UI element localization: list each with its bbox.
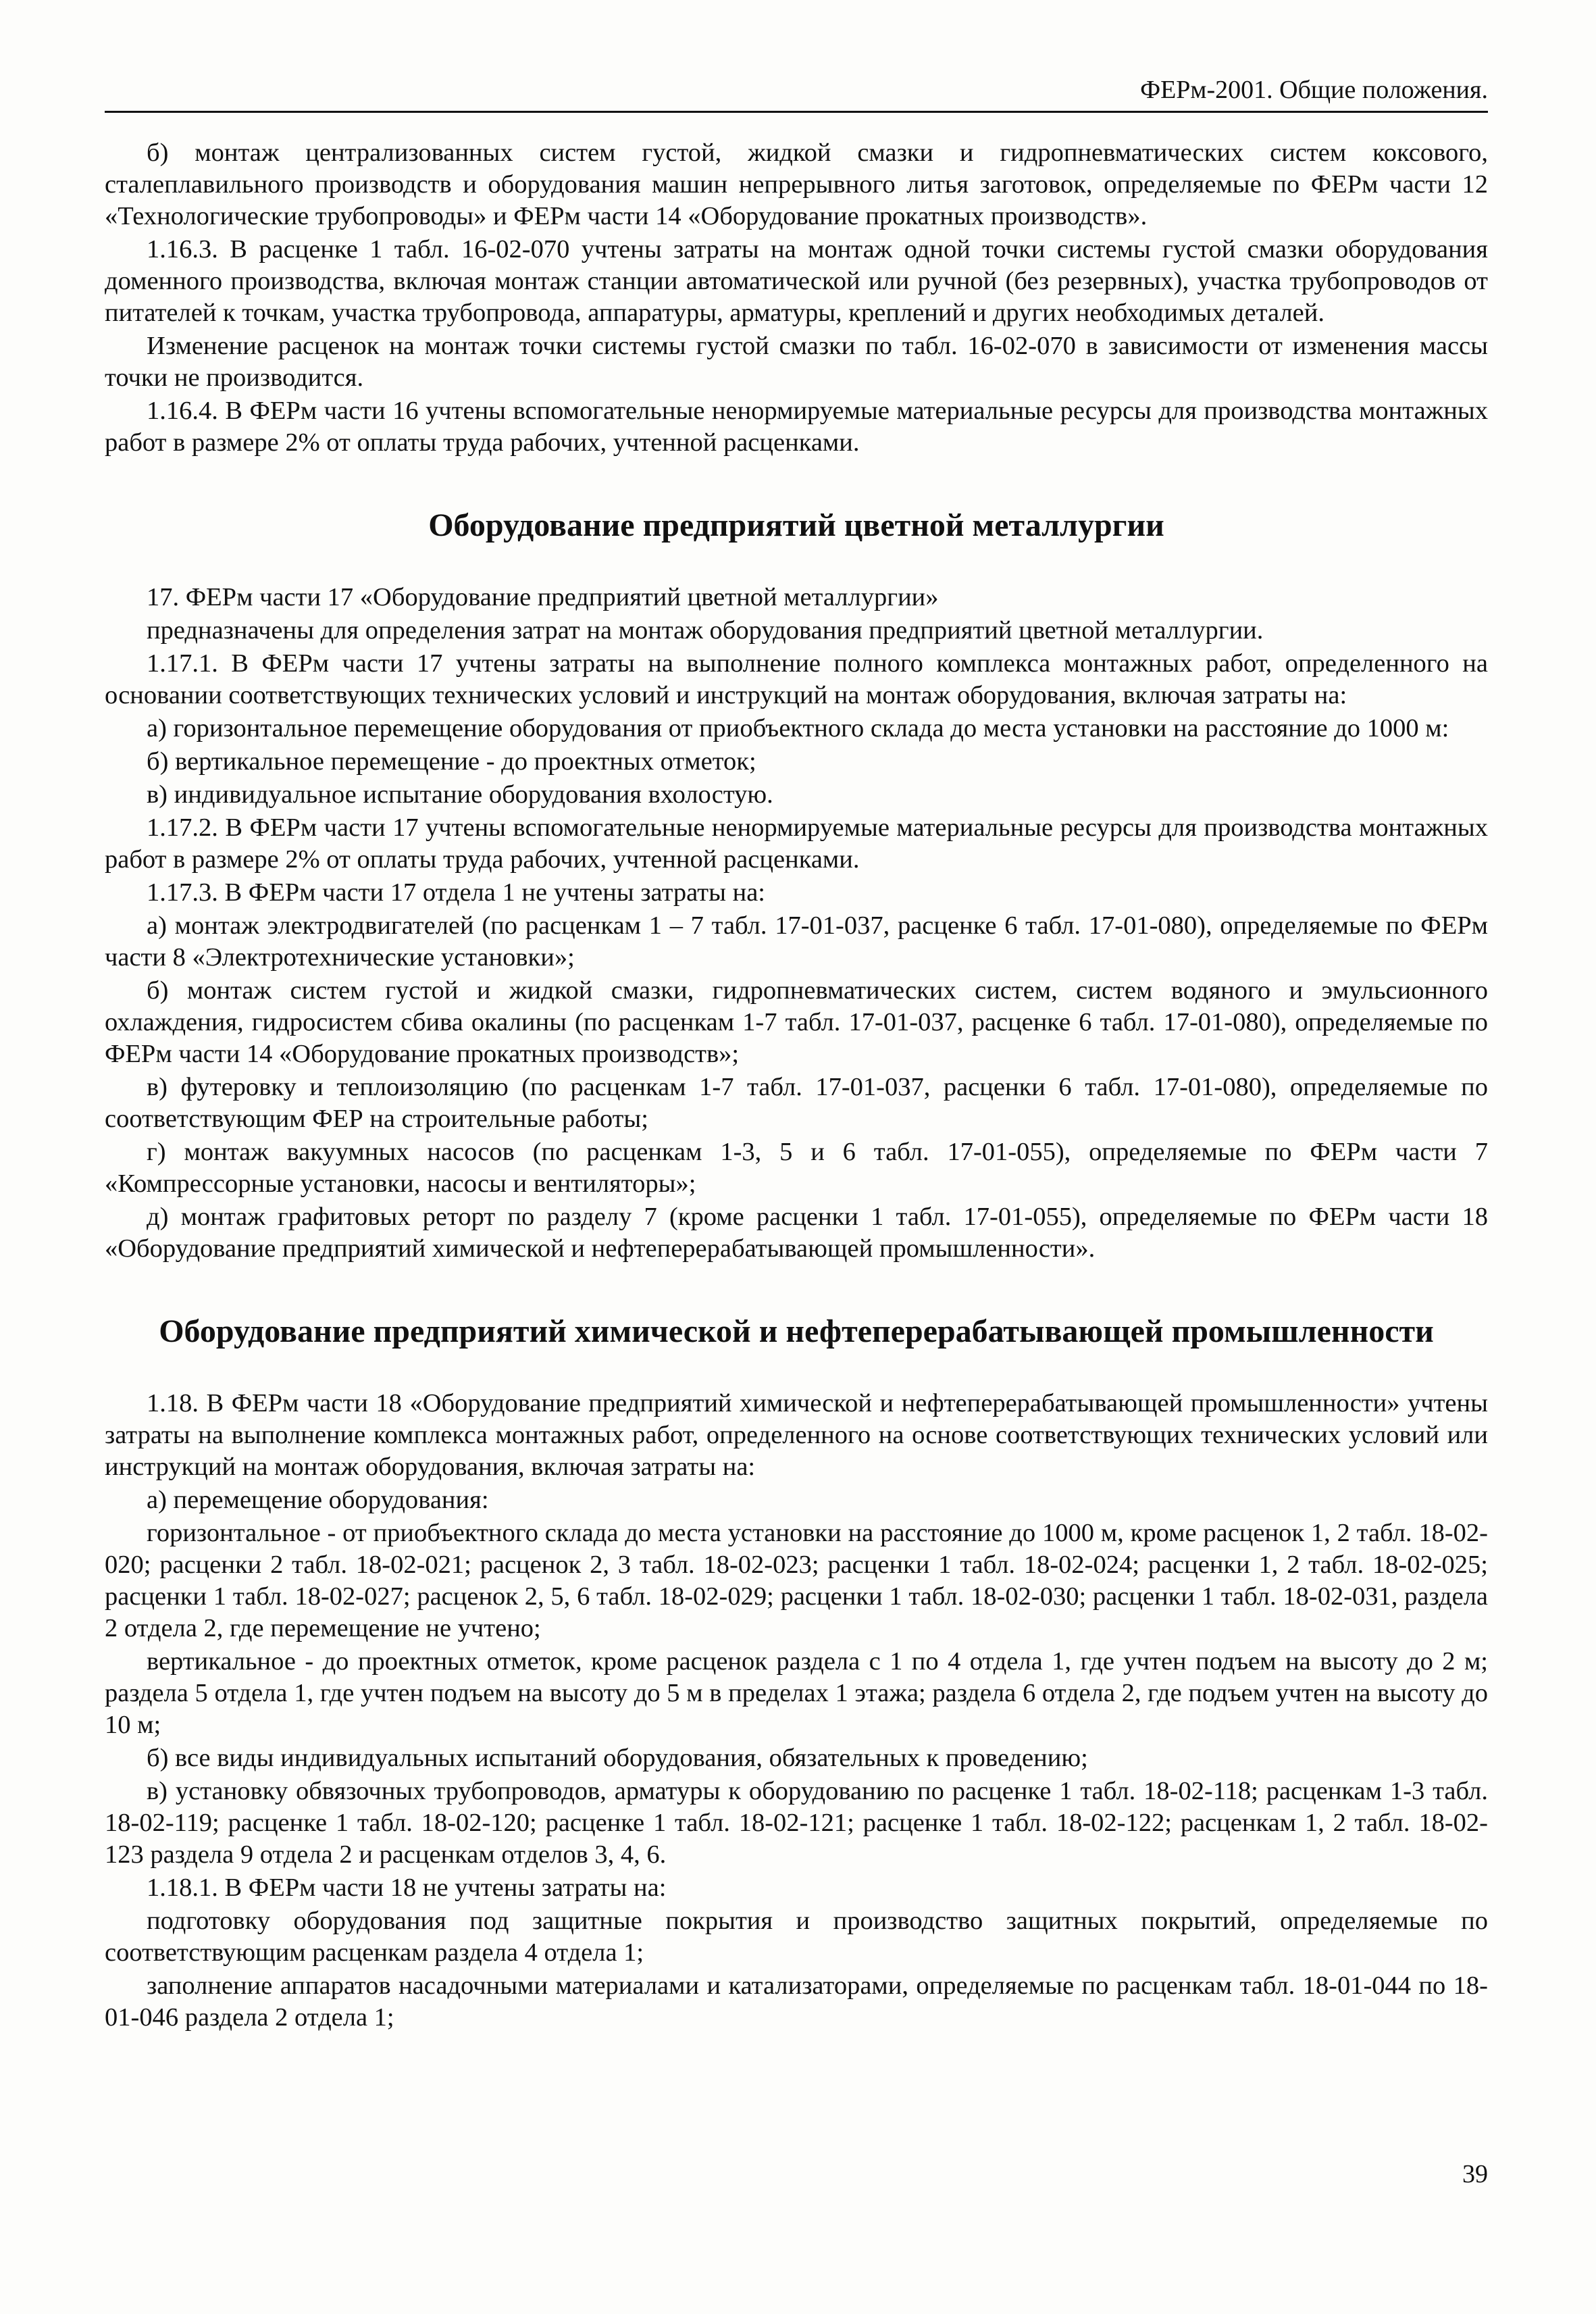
paragraph: в) футеровку и теплоизоляцию (по расценкам 1-7 табл. 17-01-037, расценки 6 табл. 17-01-080), определяемые по соответствующим ФЕР на строительные работы; [105, 1073, 1488, 1133]
paragraph: 1.16.3. В расценке 1 табл. 16-02-070 учтены затраты на монтаж одной точки системы густой смазки оборудования доменного производства, включая монтаж станции автоматической или ручной (без резервных), участка трубопроводов от питателей к точкам, участка трубопровода, аппаратуры, арматуры, креплений и других необходимых деталей. [105, 235, 1488, 327]
section-title: Оборудование предприятий цветной металлургии [428, 507, 1164, 543]
paragraph: горизонтальное - от приобъектного склада до места установки на расстояние до 1000 м, кроме расценок 1, 2 табл. 18-02-020; расценки 2 табл. 18-02-021; расценок 2, 3 табл. 18-02-023; расценки 1 табл. 18-02-024; расценки 1, 2 табл. 18-02-025; расценки 1 табл. 18-02-027; расценок 2, 5, 6 табл. 18-02-029; расценки 1 табл. 18-02-030; расценки 1 табл. 18-02-031, раздела 2 отдела 2, где перемещение не учтено; [105, 1519, 1488, 1642]
paragraph: б) вертикальное перемещение - до проектных отметок; [147, 747, 756, 776]
page-number: 39 [1462, 2160, 1488, 2188]
section [105, 1312, 1488, 2034]
paragraph: б) все виды индивидуальных испытаний оборудования, обязательных к проведению; [147, 1744, 1088, 1772]
section-title: Оборудование предприятий химической и нефтеперерабатывающей промышленности [159, 1313, 1434, 1349]
paragraph: заполнение аппаратов насадочными материалами и катализаторами, определяемые по расценкам табл. 18-01-044 по 18-01-046 раздела 2 отдела 1; [105, 1971, 1488, 2032]
section [105, 137, 1488, 459]
paragraph: вертикальное - до проектных отметок, кроме расценок раздела с 1 по 4 отдела 1, где учтен подъем на высоту до 2 м; раздела 5 отдела 1, где учтен подъем на высоту до 5 м в пределах 1 этажа; раздела 6 отдела 2, где подъем учтен на высоту до 10 м; [105, 1647, 1488, 1739]
paragraph: а) монтаж электродвигателей (по расценкам 1 – 7 табл. 17-01-037, расценке 6 табл. 17-01-080), определяемые по ФЕРм части 8 «Электротехнические установки»; [105, 911, 1488, 972]
paragraph: г) монтаж вакуумных насосов (по расценкам 1-3, 5 и 6 табл. 17-01-055), определяемые по ФЕРм части 7 «Компрессорные установки, насосы и вентиляторы»; [105, 1138, 1488, 1198]
paragraph: в) установку обвязочных трубопроводов, арматуры к оборудованию по расценке 1 табл. 18-02-118; расценкам 1-3 табл. 18-02-119; расценке 1 табл. 18-02-120; расценке 1 табл. 18-02-121; расценке 1 табл. 18-02-122; расценкам 1, 2 табл. 18-02-123 раздела 9 отдела 2 и расценкам отделов 3, 4, 6. [105, 1777, 1488, 1869]
document-body [105, 137, 1488, 2034]
paragraph: предназначены для определения затрат на монтаж оборудования предприятий цветной металлургии. [147, 616, 1264, 645]
paragraph: 1.17.1. В ФЕРм части 17 учтены затраты на выполнение полного комплекса монтажных работ, определенного на основании соответствующих технических условий и инструкций на монтаж оборудования, включая затраты на: [105, 649, 1488, 709]
paragraph: д) монтаж графитовых реторт по разделу 7 (кроме расценки 1 табл. 17-01-055), определяемые по ФЕРм части 18 «Оборудование предприятий химической и нефтеперерабатывающей промышленности». [105, 1203, 1488, 1263]
section [105, 506, 1488, 1265]
paragraph: б) монтаж централизованных систем густой, жидкой смазки и гидропневматических систем коксового, сталеплавильного производств и оборудования машин непрерывного литья заготовок, определяемые по ФЕРм части 12 «Технологические трубопроводы» и ФЕРм части 14 «Оборудование прокатных производств». [105, 139, 1488, 230]
paragraph: 1.16.4. В ФЕРм части 16 учтены вспомогательные ненормируемые материальные ресурсы для производства монтажных работ в размере 2% от оплаты труда рабочих, учтенной расценками. [105, 397, 1488, 457]
paragraph: а) горизонтальное перемещение оборудования от приобъектного склада до места установки на расстояние до 1000 м: [147, 714, 1449, 743]
paragraph: 1.17.3. В ФЕРм части 17 отдела 1 не учтены затраты на: [147, 878, 765, 907]
paragraph: а) перемещение оборудования: [147, 1486, 489, 1514]
paragraph: 1.18.1. В ФЕРм части 18 не учтены затраты на: [147, 1873, 667, 1902]
paragraph: Изменение расценок на монтаж точки системы густой смазки по табл. 16-02-070 в зависимости от изменения массы точки не производится. [105, 332, 1488, 392]
paragraph: 17. ФЕРм части 17 «Оборудование предприятий цветной металлургии» [147, 583, 939, 611]
paragraph: 1.18. В ФЕРм части 18 «Оборудование предприятий химической и нефтеперерабатывающей промышленности» учтены затраты на выполнение комплекса монтажных работ, определенного на основе соответствующих технических условий или инструкций на монтаж оборудования, включая затраты на: [105, 1389, 1488, 1481]
paragraph: б) монтаж систем густой и жидкой смазки, гидропневматических систем, систем водяного и эмульсионного охлаждения, гидросистем сбива окалины (по расценкам 1-7 табл. 17-01-037, расценке 6 табл. 17-01-080), определяемые по ФЕРм части 14 «Оборудование прокатных производств»; [105, 976, 1488, 1068]
paragraph: в) индивидуальное испытание оборудования вхолостую. [147, 780, 773, 809]
paragraph: подготовку оборудования под защитные покрытия и производство защитных покрытий, определяемые по соответствующим расценкам раздела 4 отдела 1; [105, 1907, 1488, 1967]
paragraph: 1.17.2. В ФЕРм части 17 учтены вспомогательные ненормируемые материальные ресурсы для производства монтажных работ в размере 2% от оплаты труда рабочих, учтенной расценками. [105, 813, 1488, 874]
running-header: ФЕРм-2001. Общие положения. [105, 74, 1488, 113]
